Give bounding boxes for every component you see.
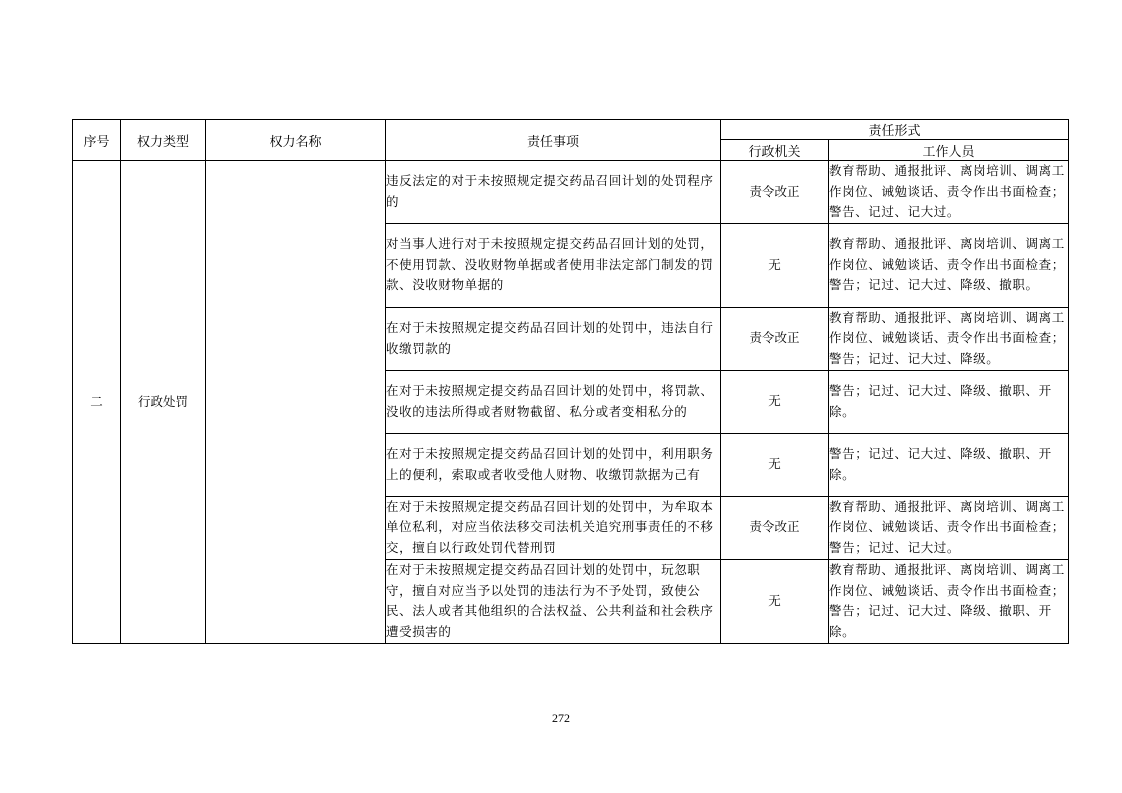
staff-form: 教育帮助、通报批评、离岗培训、调离工作岗位、诫勉谈话、责令作出书面检查；警告；记过、记大过、降级。 bbox=[829, 307, 1069, 370]
staff-form: 教育帮助、通报批评、离岗培训、调离工作岗位、诫勉谈话、责令作出书面检查；警告；记过、记大过、降级、撤职、开除。 bbox=[829, 559, 1069, 643]
page-number: 272 bbox=[552, 711, 570, 725]
header-agency: 行政机关 bbox=[721, 140, 829, 161]
group-power-name bbox=[206, 161, 386, 644]
agency-form: 无 bbox=[721, 370, 829, 433]
duty-item: 在对于未按照规定提交药品召回计划的处罚中，违法自行收缴罚款的 bbox=[386, 307, 721, 370]
staff-form: 教育帮助、通报批评、离岗培训、调离工作岗位、诫勉谈话、责令作出书面检查；警告；记过、记大过。 bbox=[829, 496, 1069, 559]
header-power-name: 权力名称 bbox=[206, 120, 386, 161]
agency-form: 责令改正 bbox=[721, 496, 829, 559]
duty-item: 在对于未按照规定提交药品召回计划的处罚中，为牟取本单位私利，对应当依法移交司法机关追究刑事责任的不移交，擅自以行政处罚代替刑罚 bbox=[386, 496, 721, 559]
header-seq: 序号 bbox=[73, 120, 121, 161]
staff-form: 教育帮助、通报批评、离岗培训、调离工作岗位、诫勉谈话、责令作出书面检查；警告；记过、记大过、降级、撤职。 bbox=[829, 223, 1069, 307]
header-power-type: 权力类型 bbox=[121, 120, 206, 161]
agency-form: 无 bbox=[721, 433, 829, 496]
duty-item: 对当事人进行对于未按照规定提交药品召回计划的处罚，不使用罚款、没收财物单据或者使用非法定部门制发的罚款、没收财物单据的 bbox=[386, 223, 721, 307]
responsibility-table bbox=[72, 119, 1069, 644]
staff-form: 教育帮助、通报批评、离岗培训、调离工作岗位、诫勉谈话、责令作出书面检查；警告、记过、记大过。 bbox=[829, 161, 1069, 224]
duty-item: 违反法定的对于未按照规定提交药品召回计划的处罚程序的 bbox=[386, 161, 721, 224]
duty-item: 在对于未按照规定提交药品召回计划的处罚中，玩忽职守，擅自对应当予以处罚的违法行为不予处罚，致使公民、法人或者其他组织的合法权益、公共利益和社会秩序遭受损害的 bbox=[386, 559, 721, 643]
header-staff: 工作人员 bbox=[829, 140, 1069, 161]
staff-form: 警告；记过、记大过、降级、撤职、开除。 bbox=[829, 370, 1069, 433]
agency-form: 责令改正 bbox=[721, 161, 829, 224]
group-power-type: 行政处罚 bbox=[121, 161, 206, 644]
agency-form: 无 bbox=[721, 223, 829, 307]
header-duty-forms: 责任形式 bbox=[721, 120, 1069, 140]
header-duty-items: 责任事项 bbox=[386, 120, 721, 161]
group-seq: 二 bbox=[73, 161, 121, 644]
agency-form: 无 bbox=[721, 559, 829, 643]
duty-item: 在对于未按照规定提交药品召回计划的处罚中，利用职务上的便利，索取或者收受他人财物、收缴罚款据为己有 bbox=[386, 433, 721, 496]
staff-form: 警告；记过、记大过、降级、撤职、开除。 bbox=[829, 433, 1069, 496]
table-row bbox=[73, 161, 1069, 224]
duty-item: 在对于未按照规定提交药品召回计划的处罚中，将罚款、没收的违法所得或者财物截留、私分或者变相私分的 bbox=[386, 370, 721, 433]
agency-form: 责令改正 bbox=[721, 307, 829, 370]
